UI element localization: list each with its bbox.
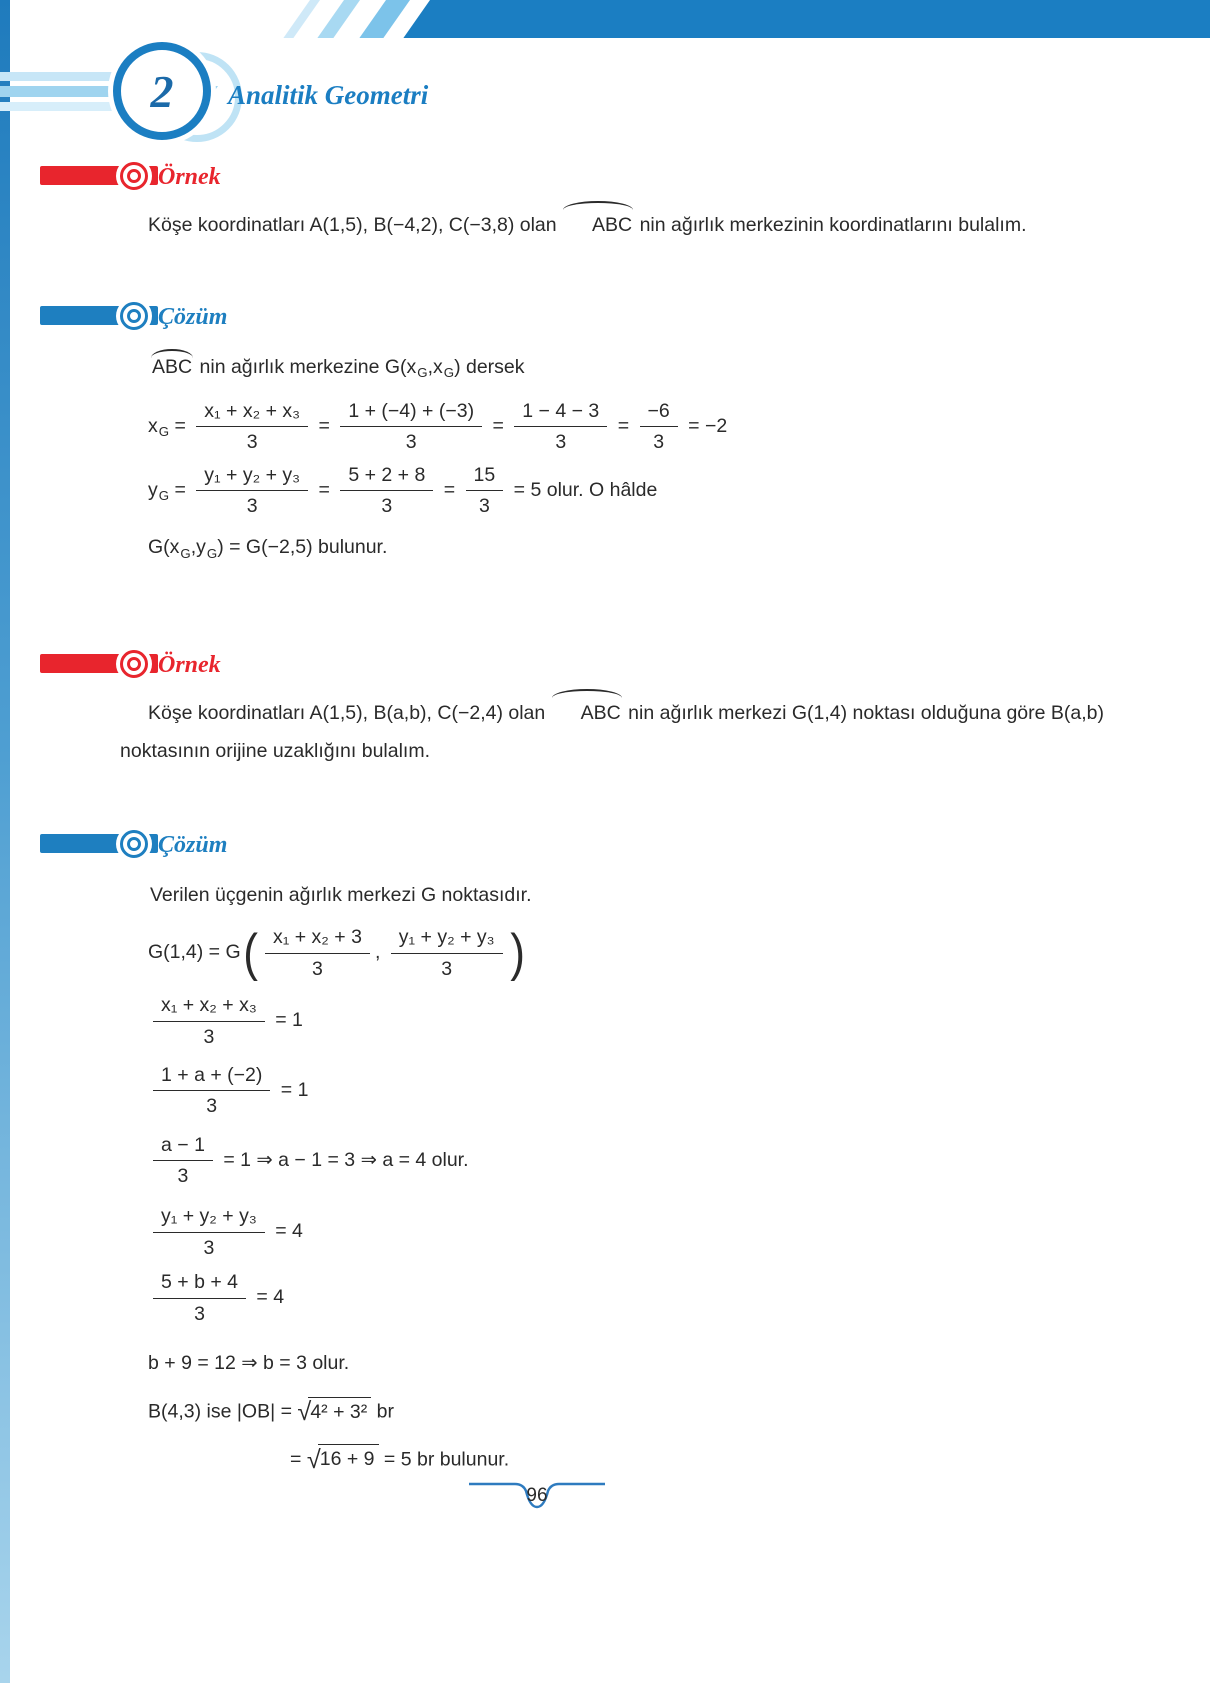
icon-outer-ring <box>120 302 148 330</box>
equation-yg: $y_G$ = $\frac{\text{y₁ + y₂ + y₃}}{3}$ = $\frac{5 + 2 + 8}{3}$ = $\frac{15}{3}$ = 5 olur. O hâlde <box>148 463 658 517</box>
equation-y-sum: $\frac{\text{y₁ + y₂ + y₃}}{3}$ = 4 <box>120 1204 1130 1260</box>
example-label: Örnek <box>158 652 221 679</box>
equation-y-values: $\frac{5 + b + 4}{3}$ = 4 <box>120 1270 1130 1326</box>
solution-1-header <box>40 300 1130 332</box>
equation-distance-result: = √16 + 9 = 5 br bulunur. <box>290 1445 510 1474</box>
example-label: Örnek <box>158 164 221 190</box>
equation-solve-b: b + 9 = 12 ⇒ b = 3 olur. <box>148 1351 350 1374</box>
icon-inner-ring <box>127 309 141 323</box>
target-circle-icon <box>118 160 150 192</box>
target-circle-icon <box>118 648 150 680</box>
example-1-header <box>40 160 1130 192</box>
equation-centroid-definition: G(1,4) = G( $\frac{\text{x₁ + x₂ + 3}}{3}$ , $\frac{\text{y₁ + y₂ + y₃}}{3}$ ) <box>148 924 525 983</box>
equation-x-values: $\frac{1 + a + (-2)}{3}$ = 1 <box>120 1063 1130 1119</box>
icon-inner-ring <box>127 169 141 183</box>
chapter-title: Analitik Geometri <box>228 80 429 110</box>
page-number-badge <box>467 1478 607 1514</box>
solution-2-header <box>40 828 1130 860</box>
chapter-number-badge <box>113 42 211 140</box>
equation-centroid-result: $G(x_G,y_G) = G(-2,5)$ bulunur. <box>148 536 388 561</box>
icon-outer-ring <box>120 830 148 858</box>
icon-outer-ring <box>120 162 148 190</box>
top-right-band <box>403 0 1210 38</box>
corner-stripe <box>283 0 320 38</box>
example-2-problem: Köşe koordinatları A(1,5), B(a,b), C(−2,4) olan ABC nin ağırlık merkezi G(1,4) noktası olduğuna göre B(a,b) noktasının orijine uzaklığını bulalım. <box>120 694 1130 770</box>
example-2-header <box>40 648 1130 680</box>
corner-stripe <box>359 0 410 38</box>
chapter-number: 2 <box>150 65 174 117</box>
equation-distance: B(4,3) ise |OB| = √4² + 3² br <box>148 1398 394 1427</box>
page-content <box>0 160 1210 1478</box>
icon-inner-ring <box>127 837 141 851</box>
solution-2-intro: Verilen üçgenin ağırlık merkezi G noktasıdır. <box>150 884 532 907</box>
corner-stripe <box>317 0 360 38</box>
icon-outer-ring <box>120 650 148 678</box>
example-1-problem: Köşe koordinatları A(1,5), B(−4,2), C(−3,8) olan ABC nin ağırlık merkezinin koordinatlarını bulalım. <box>120 206 1130 244</box>
equation-x-sum: $\frac{\text{x₁ + x₂ + x₃}}{3}$ = 1 <box>120 993 1130 1049</box>
target-circle-icon <box>118 300 150 332</box>
target-circle-icon <box>118 828 150 860</box>
solution-label: Çözüm <box>158 832 228 859</box>
solution-1-intro: ABC nin ağırlık merkezine $G(x_G,x_G)$ dersek <box>152 356 525 381</box>
solution-label: Çözüm <box>158 304 228 331</box>
icon-inner-ring <box>127 657 141 671</box>
equation-xg: $x_G$ = $\frac{\text{x₁ + x₂ + x₃}}{3}$ = $\frac{1 + (-4) + (-3)}{3}$ = $\frac{1 - 4 - 3}{3}$ = $\frac{-6}{3}$ = −2 <box>148 399 728 454</box>
equation-solve-a: $\frac{a - 1}{3}$ = 1 ⇒ a − 1 = 3 ⇒ a = 4 olur. <box>120 1133 1130 1189</box>
page-number: 96 <box>526 1485 548 1506</box>
